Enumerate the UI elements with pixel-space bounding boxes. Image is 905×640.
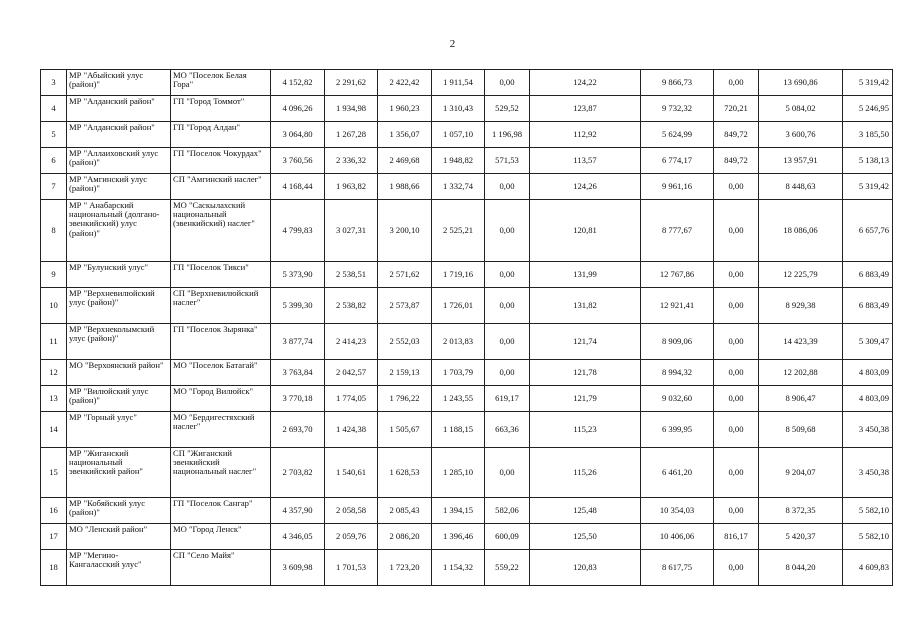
value-cell: 2 042,57 [325,360,378,386]
municipality-cell: ГП "Город Алдан" [171,122,271,148]
district-cell: МР "Мегино-Кангаласский улус" [67,550,171,586]
value-cell: 5 138,13 [843,148,893,174]
municipality-cell: ГП "Город Томмот" [171,96,271,122]
table-row [41,386,893,412]
value-cell: 6 883,49 [843,288,893,324]
value-cell: 5 319,42 [843,174,893,200]
table-row [41,70,893,96]
value-cell: 3 600,76 [759,122,843,148]
row-number-cell: 8 [41,200,67,262]
municipality-cell: МО "Город Вилюйск" [171,386,271,412]
row-number-cell: 14 [41,412,67,448]
value-cell: 8 906,47 [759,386,843,412]
value-cell: 0,00 [714,386,759,412]
value-cell: 115,23 [530,412,641,448]
value-cell: 0,00 [714,448,759,498]
value-cell: 8 994,32 [641,360,714,386]
value-cell: 1 396,46 [432,524,485,550]
value-cell: 12 225,79 [759,262,843,288]
value-cell: 816,17 [714,524,759,550]
table-row [41,448,893,498]
municipality-cell: СП "Село Майя" [171,550,271,586]
value-cell: 2 414,23 [325,324,378,360]
value-cell: 849,72 [714,122,759,148]
district-cell: МР "Верхнеколымский улус (район)" [67,324,171,360]
value-cell: 2 336,32 [325,148,378,174]
value-cell: 1 934,98 [325,96,378,122]
value-cell: 2 058,58 [325,498,378,524]
value-cell: 1 988,66 [378,174,432,200]
value-cell: 14 423,39 [759,324,843,360]
value-cell: 3 064,80 [271,122,325,148]
municipality-cell: СП "Жиганский эвенкийский национальный наслег" [171,448,271,498]
value-cell: 6 883,49 [843,262,893,288]
value-cell: 0,00 [714,498,759,524]
value-cell: 0,00 [714,550,759,586]
value-cell: 3 027,31 [325,200,378,262]
value-cell: 12 767,86 [641,262,714,288]
value-cell: 1 540,61 [325,448,378,498]
value-cell: 131,82 [530,288,641,324]
value-cell: 10 354,03 [641,498,714,524]
value-cell: 8 372,35 [759,498,843,524]
value-cell: 5 582,10 [843,524,893,550]
district-cell: МР "Алданский район" [67,96,171,122]
value-cell: 1 188,15 [432,412,485,448]
table-row [41,324,893,360]
value-cell: 124,22 [530,70,641,96]
value-cell: 12 202,88 [759,360,843,386]
row-number-cell: 10 [41,288,67,324]
municipality-cell: МО "Поселок Батагай" [171,360,271,386]
value-cell: 120,83 [530,550,641,586]
value-cell: 559,22 [485,550,530,586]
value-cell: 1 154,32 [432,550,485,586]
value-cell: 2 538,51 [325,262,378,288]
value-cell: 8 448,63 [759,174,843,200]
value-cell: 1 719,16 [432,262,485,288]
value-cell: 120,81 [530,200,641,262]
district-cell: МР "Аллаиховский улус (район)" [67,148,171,174]
value-cell: 4 799,83 [271,200,325,262]
district-cell: МР "Алданский район" [67,122,171,148]
value-cell: 1 701,53 [325,550,378,586]
value-cell: 3 877,74 [271,324,325,360]
value-cell: 0,00 [485,262,530,288]
value-cell: 125,48 [530,498,641,524]
value-cell: 1 394,15 [432,498,485,524]
value-cell: 619,17 [485,386,530,412]
table-row [41,524,893,550]
table-row [41,148,893,174]
value-cell: 9 866,73 [641,70,714,96]
value-cell: 4 346,05 [271,524,325,550]
value-cell: 8 044,20 [759,550,843,586]
value-cell: 0,00 [714,288,759,324]
row-number-cell: 11 [41,324,67,360]
value-cell: 9 204,07 [759,448,843,498]
value-cell: 2 059,76 [325,524,378,550]
table-row [41,122,893,148]
value-cell: 2 571,62 [378,262,432,288]
district-cell: МР " Анабарский национальный (долгано-эвенкийский) улус (район)" [67,200,171,262]
value-cell: 3 450,38 [843,412,893,448]
value-cell: 1 726,01 [432,288,485,324]
value-cell: 4 609,83 [843,550,893,586]
value-cell: 0,00 [714,70,759,96]
table-row [41,360,893,386]
value-cell: 1 196,98 [485,122,530,148]
table-row [41,288,893,324]
value-cell: 0,00 [714,360,759,386]
value-cell: 2 422,42 [378,70,432,96]
value-cell: 131,99 [530,262,641,288]
value-cell: 1 911,54 [432,70,485,96]
value-cell: 5 084,02 [759,96,843,122]
value-cell: 1 424,38 [325,412,378,448]
row-number-cell: 15 [41,448,67,498]
value-cell: 849,72 [714,148,759,174]
value-cell: 1 057,10 [432,122,485,148]
value-cell: 0,00 [714,324,759,360]
row-number-cell: 7 [41,174,67,200]
value-cell: 4 357,90 [271,498,325,524]
district-cell: МР "Верхневилюйский улус (район)" [67,288,171,324]
value-cell: 1 948,82 [432,148,485,174]
value-cell: 2 159,13 [378,360,432,386]
value-cell: 0,00 [485,448,530,498]
municipality-cell: ГП "Поселок Сангар" [171,498,271,524]
value-cell: 115,26 [530,448,641,498]
value-cell: 3 609,98 [271,550,325,586]
value-cell: 3 763,84 [271,360,325,386]
value-cell: 4 168,44 [271,174,325,200]
value-cell: 6 774,17 [641,148,714,174]
page-number: 2 [449,38,456,50]
value-cell: 2 086,20 [378,524,432,550]
value-cell: 9 032,60 [641,386,714,412]
municipality-cell: МО "Саскылахский национальный (эвенкийский) наслег" [171,200,271,262]
municipality-cell: ГП "Поселок Тикси" [171,262,271,288]
district-cell: МР "Кобяйский улус (район)" [67,498,171,524]
value-cell: 3 770,18 [271,386,325,412]
row-number-cell: 9 [41,262,67,288]
municipality-cell: МО "Город Ленск" [171,524,271,550]
value-cell: 121,79 [530,386,641,412]
value-cell: 8 509,68 [759,412,843,448]
municipality-cell: ГП "Поселок Зырянка" [171,324,271,360]
value-cell: 1 960,23 [378,96,432,122]
table-row [41,262,893,288]
value-cell: 9 732,32 [641,96,714,122]
value-cell: 1 796,22 [378,386,432,412]
data-table [40,69,893,586]
value-cell: 4 803,09 [843,360,893,386]
row-number-cell: 18 [41,550,67,586]
value-cell: 5 373,90 [271,262,325,288]
value-cell: 1 505,67 [378,412,432,448]
district-cell: МР "Амгинский улус (район)" [67,174,171,200]
value-cell: 1 285,10 [432,448,485,498]
value-cell: 0,00 [485,324,530,360]
district-cell: МО "Ленский район" [67,524,171,550]
value-cell: 1 332,74 [432,174,485,200]
value-cell: 112,92 [530,122,641,148]
value-cell: 4 803,09 [843,386,893,412]
value-cell: 600,09 [485,524,530,550]
row-number-cell: 4 [41,96,67,122]
value-cell: 0,00 [485,200,530,262]
value-cell: 1 356,07 [378,122,432,148]
value-cell: 0,00 [714,262,759,288]
value-cell: 0,00 [485,174,530,200]
row-number-cell: 17 [41,524,67,550]
value-cell: 6 461,20 [641,448,714,498]
value-cell: 13 690,86 [759,70,843,96]
value-cell: 2 693,70 [271,412,325,448]
value-cell: 123,87 [530,96,641,122]
table-row [41,498,893,524]
municipality-cell: ГП "Поселок Чокурдах" [171,148,271,174]
value-cell: 720,21 [714,96,759,122]
value-cell: 12 921,41 [641,288,714,324]
value-cell: 5 246,95 [843,96,893,122]
value-cell: 1 774,05 [325,386,378,412]
row-number-cell: 6 [41,148,67,174]
value-cell: 4 096,26 [271,96,325,122]
value-cell: 0,00 [714,200,759,262]
municipality-cell: СП "Амгинский наслег" [171,174,271,200]
value-cell: 2 525,21 [432,200,485,262]
value-cell: 0,00 [485,70,530,96]
value-cell: 6 657,76 [843,200,893,262]
value-cell: 1 703,79 [432,360,485,386]
value-cell: 6 399,95 [641,412,714,448]
value-cell: 1 243,55 [432,386,485,412]
value-cell: 5 399,30 [271,288,325,324]
value-cell: 3 185,50 [843,122,893,148]
value-cell: 2 085,43 [378,498,432,524]
value-cell: 8 617,75 [641,550,714,586]
value-cell: 2 538,82 [325,288,378,324]
district-cell: МР "Вилюйский улус (район)" [67,386,171,412]
value-cell: 0,00 [485,288,530,324]
value-cell: 2 291,62 [325,70,378,96]
value-cell: 582,06 [485,498,530,524]
value-cell: 2 469,68 [378,148,432,174]
row-number-cell: 13 [41,386,67,412]
row-number-cell: 5 [41,122,67,148]
value-cell: 1 723,20 [378,550,432,586]
value-cell: 663,36 [485,412,530,448]
district-cell: МР "Абыйский улус (район)" [67,70,171,96]
row-number-cell: 12 [41,360,67,386]
value-cell: 0,00 [714,174,759,200]
value-cell: 121,74 [530,324,641,360]
value-cell: 571,53 [485,148,530,174]
value-cell: 5 420,37 [759,524,843,550]
value-cell: 121,78 [530,360,641,386]
value-cell: 1 963,82 [325,174,378,200]
table-row [41,412,893,448]
value-cell: 0,00 [714,412,759,448]
municipality-cell: МО "Бердигестяхский наслег" [171,412,271,448]
value-cell: 18 086,06 [759,200,843,262]
table-row [41,96,893,122]
row-number-cell: 3 [41,70,67,96]
table-row [41,200,893,262]
value-cell: 125,50 [530,524,641,550]
value-cell: 5 624,99 [641,122,714,148]
district-cell: МР "Жиганский национальный эвенкийский район" [67,448,171,498]
district-cell: МР "Булунский улус" [67,262,171,288]
value-cell: 2 573,87 [378,288,432,324]
municipality-cell: СП "Верхневилюйский наслег" [171,288,271,324]
value-cell: 1 628,53 [378,448,432,498]
value-cell: 8 929,38 [759,288,843,324]
value-cell: 2 552,03 [378,324,432,360]
value-cell: 2 013,83 [432,324,485,360]
value-cell: 3 760,56 [271,148,325,174]
value-cell: 13 957,91 [759,148,843,174]
table-row [41,550,893,586]
value-cell: 9 961,16 [641,174,714,200]
value-cell: 113,57 [530,148,641,174]
value-cell: 8 909,06 [641,324,714,360]
value-cell: 529,52 [485,96,530,122]
district-cell: МО "Верхоянский район" [67,360,171,386]
value-cell: 3 200,10 [378,200,432,262]
value-cell: 3 450,38 [843,448,893,498]
value-cell: 5 309,47 [843,324,893,360]
value-cell: 5 582,10 [843,498,893,524]
municipality-cell: МО "Поселок Белая Гора" [171,70,271,96]
table-row [41,174,893,200]
value-cell: 8 777,67 [641,200,714,262]
district-cell: МР "Горный улус" [67,412,171,448]
value-cell: 2 703,82 [271,448,325,498]
value-cell: 1 310,43 [432,96,485,122]
value-cell: 124,26 [530,174,641,200]
row-number-cell: 16 [41,498,67,524]
value-cell: 10 406,06 [641,524,714,550]
value-cell: 4 152,82 [271,70,325,96]
value-cell: 0,00 [485,360,530,386]
value-cell: 1 267,28 [325,122,378,148]
value-cell: 5 319,42 [843,70,893,96]
